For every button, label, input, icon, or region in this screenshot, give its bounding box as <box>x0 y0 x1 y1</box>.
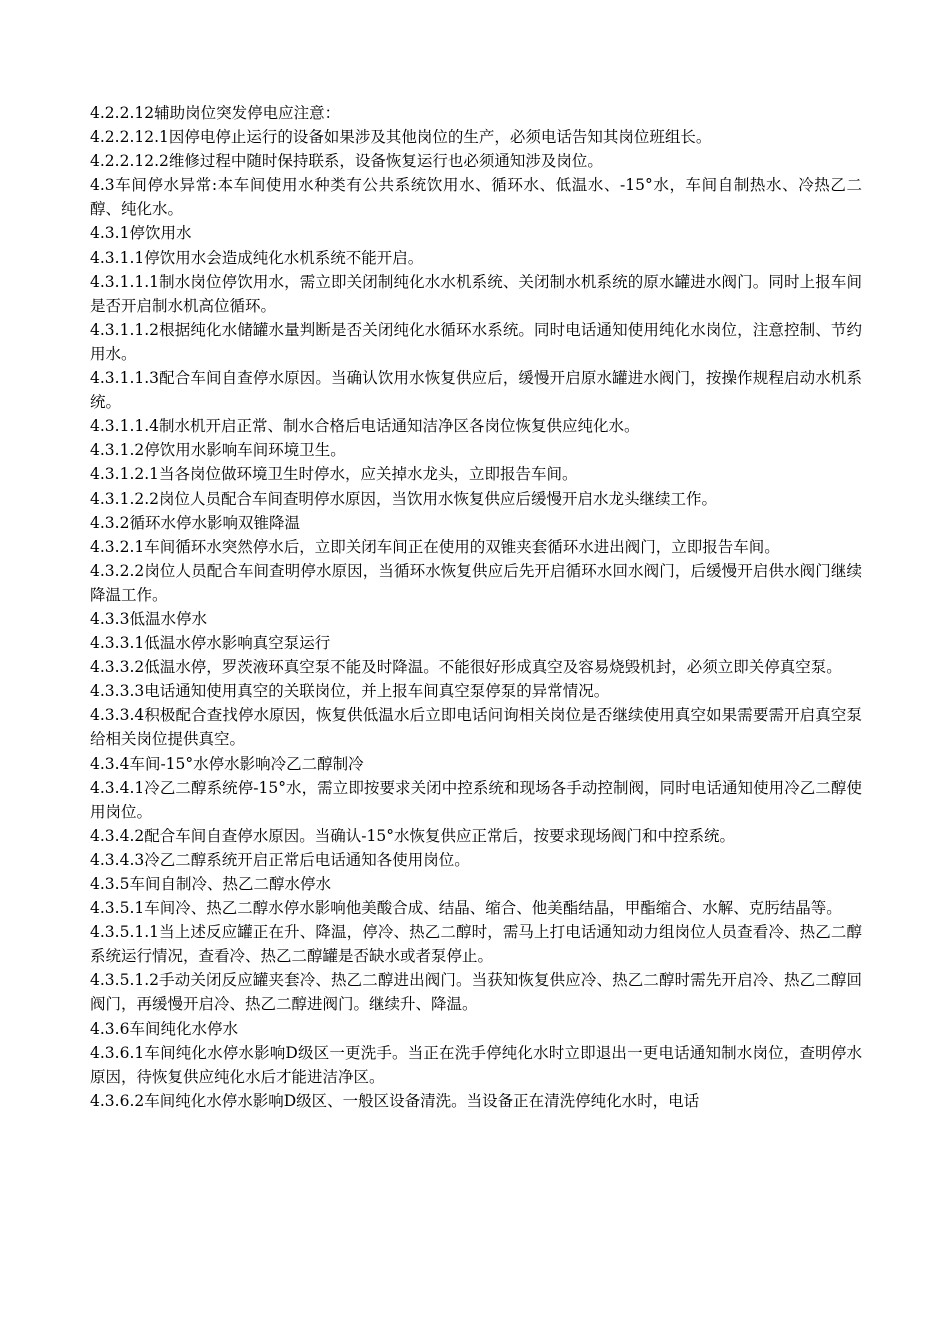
document-body <box>90 101 862 1113</box>
heading-4-3-3: 4.3.3低温水停水 <box>90 609 207 628</box>
paragraph-4-3-2-2: 4.3.2.2岗位人员配合车间查明停水原因，当循环水恢复供应后先开启循环水回水阀门，后缓慢开启供水阀门继续降温工作。 <box>90 561 862 604</box>
heading-4-3-1: 4.3.1停饮用水 <box>90 224 192 243</box>
paragraph-4-3-6-1: 4.3.6.1车间纯化水停水影响D级区一更洗手。当正在洗手停纯化水时立即退出一更电话通知制水岗位，查明停水原因，待恢复供应纯化水后才能进洁净区。 <box>90 1043 862 1086</box>
heading-4-3-4: 4.3.4车间-15°水停水影响冷乙二醇制冷 <box>90 754 364 773</box>
paragraph-4-3-3-1: 4.3.3.1低温水停水影响真空泵运行 <box>90 634 331 653</box>
paragraph-4-3-3-2: 4.3.3.2低温水停，罗茨液环真空泵不能及时降温。不能很好形成真空及容易烧毁机封，必须立即关停真空泵。 <box>90 658 842 677</box>
paragraph-4-3-1-1: 4.3.1.1停饮用水会造成纯化水机系统不能开启。 <box>90 248 424 267</box>
paragraph-4-2-2-12-1: 4.2.2.12.1因停电停止运行的设备如果涉及其他岗位的生产，必须电话告知其岗位班组长。 <box>90 128 712 147</box>
paragraph-4-3-1-2-1: 4.3.1.2.1当各岗位做环境卫生时停水，应关掉水龙头，立即报告车间。 <box>90 465 578 484</box>
paragraph-4-3-3-4: 4.3.3.4积极配合查找停水原因，恢复供低温水后立即电话问询相关岗位是否继续使用真空如果需要需开启真空泵给相关岗位提供真空。 <box>90 706 862 749</box>
paragraph-4-3-1-2-2: 4.3.1.2.2岗位人员配合车间查明停水原因，当饮用水恢复供应后缓慢开启水龙头继续工作。 <box>90 489 718 508</box>
paragraph-4-2-2-12: 4.2.2.12辅助岗位突发停电应注意： <box>90 104 341 122</box>
paragraph-4-3-5-1-1: 4.3.5.1.1当上述反应罐正在升、降温，停冷、热乙二醇时，需马上打电话通知动力组岗位人员查看冷、热乙二醇系统运行情况，查看冷、热乙二醇罐是否缺水或者泵停止。 <box>90 923 862 966</box>
paragraph-4-3-3-3: 4.3.3.3电话通知使用真空的关联岗位，并上报车间真空泵停泵的异常情况。 <box>90 682 610 701</box>
paragraph-4-3: 4.3车间停水异常:本车间使用水种类有公共系统饮用水、循环水、低温水、-15°水，车间自制热水、冷热乙二醇、纯化水。 <box>90 176 862 219</box>
paragraph-4-3-1-1-3: 4.3.1.1.3配合车间自查停水原因。当确认饮用水恢复供应后，缓慢开启原水罐进水阀门，按操作规程启动水机系统。 <box>90 369 862 412</box>
paragraph-4-3-1-2: 4.3.1.2停饮用水影响车间环境卫生。 <box>90 441 346 460</box>
paragraph-4-3-1-1-1: 4.3.1.1.1制水岗位停饮用水，需立即关闭制纯化水水机系统、关闭制水机系统的原水罐进水阀门。同时上报车间是否开启制水机高位循环。 <box>90 272 862 315</box>
paragraph-4-3-5-1-2: 4.3.5.1.2手动关闭反应罐夹套冷、热乙二醇进出阀门。当获知恢复供应冷、热乙二醇时需先开启冷、热乙二醇回阀门，再缓慢开启冷、热乙二醇进阀门。继续升、降温。 <box>90 971 862 1014</box>
paragraph-4-3-4-3: 4.3.4.3冷乙二醇系统开启正常后电话通知各使用岗位。 <box>90 850 470 869</box>
paragraph-4-2-2-12-2: 4.2.2.12.2维修过程中随时保持联系，设备恢复运行也必须通知涉及岗位。 <box>90 152 603 171</box>
paragraph-4-3-1-1-4: 4.3.1.1.4制水机开启正常、制水合格后电话通知洁净区各岗位恢复供应纯化水。 <box>90 417 640 436</box>
paragraph-4-3-4-2: 4.3.4.2配合车间自查停水原因。当确认-15°水恢复供应正常后，按要求现场阀门和中控系统。 <box>90 826 735 845</box>
heading-4-3-2: 4.3.2循环水停水影响双锥降温 <box>90 513 300 532</box>
paragraph-4-3-6-2: 4.3.6.2车间纯化水停水影响D级区、一般区设备清洗。当设备正在清洗停纯化水时，电话 <box>90 1091 700 1110</box>
paragraph-4-3-4-1: 4.3.4.1冷乙二醇系统停-15°水，需立即按要求关闭中控系统和现场各手动控制阀，同时电话通知使用冷乙二醇使用岗位。 <box>90 778 862 821</box>
heading-4-3-6: 4.3.6车间纯化水停水 <box>90 1019 238 1038</box>
paragraph-4-3-1-1-2: 4.3.1.1.2根据纯化水储罐水量判断是否关闭纯化水循环水系统。同时电话通知使用纯化水岗位，注意控制、节约用水。 <box>90 320 862 363</box>
heading-4-3-5: 4.3.5车间自制冷、热乙二醇水停水 <box>90 875 331 893</box>
paragraph-4-3-2-1: 4.3.2.1车间循环水突然停水后，立即关闭车间正在使用的双锥夹套循环水进出阀门，立即报告车间。 <box>90 537 780 556</box>
paragraph-4-3-5-1: 4.3.5.1车间冷、热乙二醇水停水影响他美酸合成、结晶、缩合、他美酯结晶，甲酯缩合、水解、克肟结晶等。 <box>90 899 842 918</box>
